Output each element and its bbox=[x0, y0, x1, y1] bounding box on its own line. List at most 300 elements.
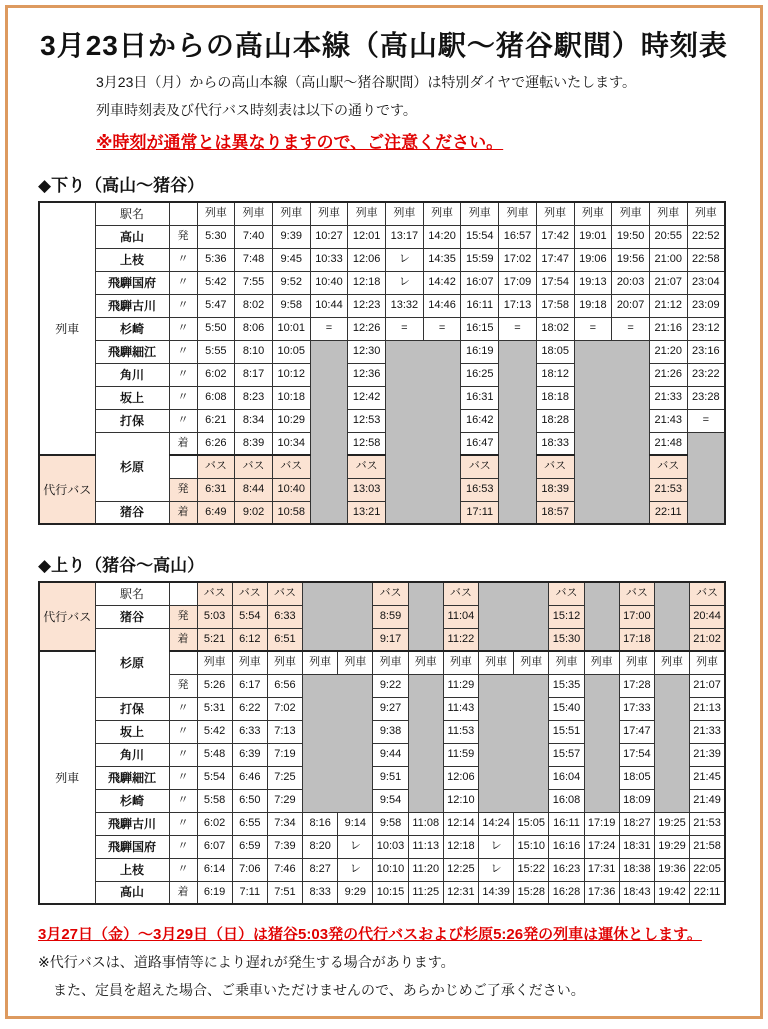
time-cell: 17:33 bbox=[619, 697, 654, 720]
time-cell: 5:21 bbox=[197, 628, 232, 651]
time-cell: 14:20 bbox=[423, 225, 461, 248]
station-name-cell: 打保 bbox=[95, 409, 169, 432]
column-header-cell: 列車 bbox=[536, 202, 574, 225]
time-cell: 19:06 bbox=[574, 248, 612, 271]
station-name-cell: 杉崎 bbox=[95, 789, 169, 812]
column-header-cell: 列車 bbox=[549, 651, 584, 674]
time-cell: 9:58 bbox=[373, 812, 408, 835]
column-header-cell: バス bbox=[267, 582, 302, 605]
timetable-row bbox=[39, 225, 725, 248]
time-cell: 17:11 bbox=[461, 501, 499, 524]
column-header-cell: 列車 bbox=[272, 202, 310, 225]
time-cell: 8:20 bbox=[303, 835, 338, 858]
time-cell: 14:46 bbox=[423, 294, 461, 317]
time-cell: 8:44 bbox=[235, 478, 273, 501]
station-name-cell: 角川 bbox=[95, 743, 169, 766]
dep-arr-indicator-cell: 〃 bbox=[169, 743, 197, 766]
timetable-row bbox=[39, 743, 725, 766]
time-cell: 13:03 bbox=[348, 478, 386, 501]
no-service-cell bbox=[303, 674, 373, 812]
time-cell: 6:02 bbox=[197, 812, 232, 835]
time-cell: 15:10 bbox=[514, 835, 549, 858]
time-cell: 6:46 bbox=[232, 766, 267, 789]
intro-line-1: 3月23日（月）からの高山本線（高山駅～猪谷駅間）は特別ダイヤで運転いたします。 bbox=[96, 74, 636, 90]
time-cell: 11:53 bbox=[443, 720, 478, 743]
time-cell: 5:30 bbox=[197, 225, 235, 248]
time-cell: 7:06 bbox=[232, 858, 267, 881]
time-cell: 16:23 bbox=[549, 858, 584, 881]
timetable-row bbox=[39, 340, 725, 363]
no-service-cell bbox=[310, 340, 348, 524]
time-cell: 5:54 bbox=[197, 766, 232, 789]
time-cell: 21:33 bbox=[649, 386, 687, 409]
no-service-cell bbox=[574, 340, 649, 524]
column-header-cell: バス bbox=[348, 455, 386, 478]
time-cell: 6:39 bbox=[232, 743, 267, 766]
time-cell: 10:03 bbox=[373, 835, 408, 858]
station-name-cell: 打保 bbox=[95, 697, 169, 720]
time-cell: 6:50 bbox=[232, 789, 267, 812]
time-cell: 10:15 bbox=[373, 881, 408, 904]
timetable-row bbox=[39, 697, 725, 720]
time-cell: 19:56 bbox=[612, 248, 650, 271]
column-header-cell: バス bbox=[443, 582, 478, 605]
station-name-cell: 上枝 bbox=[95, 248, 169, 271]
time-cell: 17:18 bbox=[619, 628, 654, 651]
dep-arr-indicator-cell: 〃 bbox=[169, 697, 197, 720]
station-name-cell: 飛騨国府 bbox=[95, 271, 169, 294]
time-cell: 7:02 bbox=[267, 697, 302, 720]
time-cell: 22:05 bbox=[690, 858, 725, 881]
dep-arr-indicator-cell: 〃 bbox=[169, 386, 197, 409]
column-header-cell: 列車 bbox=[348, 202, 386, 225]
time-cell: 10:10 bbox=[373, 858, 408, 881]
time-cell: 12:18 bbox=[348, 271, 386, 294]
time-cell: 12:06 bbox=[348, 248, 386, 271]
time-cell: 16:16 bbox=[549, 835, 584, 858]
column-header-cell: 列車 bbox=[423, 202, 461, 225]
time-cell: 21:26 bbox=[649, 363, 687, 386]
time-cell: 21:07 bbox=[649, 271, 687, 294]
station-name-cell: 猪谷 bbox=[95, 501, 169, 524]
time-cell: 6:17 bbox=[232, 674, 267, 697]
time-cell: 21:33 bbox=[690, 720, 725, 743]
time-cell: 19:29 bbox=[654, 835, 689, 858]
time-cell: 23:09 bbox=[687, 294, 725, 317]
timetable-row bbox=[39, 605, 725, 628]
time-cell: 6:12 bbox=[232, 628, 267, 651]
dep-arr-indicator-cell: 〃 bbox=[169, 248, 197, 271]
time-cell: = bbox=[574, 317, 612, 340]
time-cell: 15:05 bbox=[514, 812, 549, 835]
time-cell: 18:39 bbox=[536, 478, 574, 501]
no-service-cell bbox=[386, 340, 461, 524]
dep-arr-indicator-cell: 〃 bbox=[169, 340, 197, 363]
timetable-row bbox=[39, 294, 725, 317]
time-cell: 16:08 bbox=[549, 789, 584, 812]
time-cell: レ bbox=[479, 835, 514, 858]
time-cell: 6:59 bbox=[232, 835, 267, 858]
time-cell: 8:27 bbox=[303, 858, 338, 881]
dep-arr-indicator-cell: 発 bbox=[169, 674, 197, 697]
column-header-cell: 列車 bbox=[197, 202, 235, 225]
time-cell: 17:58 bbox=[536, 294, 574, 317]
time-cell: 16:11 bbox=[549, 812, 584, 835]
column-header-cell: バス bbox=[232, 582, 267, 605]
time-cell: 21:07 bbox=[690, 674, 725, 697]
time-cell: 9:44 bbox=[373, 743, 408, 766]
time-cell: 7:51 bbox=[267, 881, 302, 904]
time-cell: 19:25 bbox=[654, 812, 689, 835]
time-cell: 8:39 bbox=[235, 432, 273, 455]
time-cell: 15:59 bbox=[461, 248, 499, 271]
time-cell: 9:52 bbox=[272, 271, 310, 294]
time-cell: 16:47 bbox=[461, 432, 499, 455]
column-header-cell: バス bbox=[690, 582, 725, 605]
intro-block bbox=[96, 72, 740, 153]
time-cell: 21:53 bbox=[690, 812, 725, 835]
time-cell: 17:13 bbox=[499, 294, 537, 317]
intro-line-2: 列車時刻表及び代行バス時刻表は以下の通りです。 bbox=[96, 102, 417, 118]
time-cell: 9:17 bbox=[373, 628, 408, 651]
column-header-cell: 列車 bbox=[499, 202, 537, 225]
time-cell: 9:38 bbox=[373, 720, 408, 743]
time-cell: 18:12 bbox=[536, 363, 574, 386]
page-title: 3月23日からの高山本線（高山駅～猪谷駅間）時刻表 bbox=[40, 30, 728, 61]
time-cell: 5:36 bbox=[197, 248, 235, 271]
dep-arr-indicator-cell: 〃 bbox=[169, 766, 197, 789]
time-cell: 12:26 bbox=[348, 317, 386, 340]
station-name-cell: 角川 bbox=[95, 363, 169, 386]
time-cell: 13:32 bbox=[386, 294, 424, 317]
column-header-cell: 列車 bbox=[461, 202, 499, 225]
no-service-cell bbox=[584, 674, 619, 812]
dep-arr-indicator-cell: 〃 bbox=[169, 317, 197, 340]
column-header-cell: 列車 bbox=[443, 651, 478, 674]
dep-arr-indicator-cell: 発 bbox=[169, 478, 197, 501]
mode-label-cell: 列車 bbox=[39, 651, 95, 904]
mode-label-cell: 代行バス bbox=[39, 455, 95, 524]
column-header-cell: 列車 bbox=[232, 651, 267, 674]
mode-label-cell: 代行バス bbox=[39, 582, 95, 651]
time-cell: 17:09 bbox=[499, 271, 537, 294]
time-cell: 21:53 bbox=[649, 478, 687, 501]
no-service-cell bbox=[584, 582, 619, 651]
time-cell: 10:34 bbox=[272, 432, 310, 455]
column-header-cell: 列車 bbox=[479, 651, 514, 674]
time-cell: 19:13 bbox=[574, 271, 612, 294]
column-header-cell: 列車 bbox=[373, 651, 408, 674]
column-header-cell: 列車 bbox=[690, 651, 725, 674]
column-header-cell: 列車 bbox=[574, 202, 612, 225]
time-cell: 8:34 bbox=[235, 409, 273, 432]
column-header-cell: 列車 bbox=[584, 651, 619, 674]
time-cell: 9:45 bbox=[272, 248, 310, 271]
time-cell: 17:02 bbox=[499, 248, 537, 271]
time-cell: 16:31 bbox=[461, 386, 499, 409]
column-header-cell: バス bbox=[373, 582, 408, 605]
timetable-row bbox=[39, 628, 725, 651]
time-cell: 7:13 bbox=[267, 720, 302, 743]
time-cell: 19:18 bbox=[574, 294, 612, 317]
time-cell: 9:39 bbox=[272, 225, 310, 248]
time-cell: 19:01 bbox=[574, 225, 612, 248]
time-cell: 12:06 bbox=[443, 766, 478, 789]
time-cell: 11:04 bbox=[443, 605, 478, 628]
no-service-cell bbox=[654, 582, 689, 651]
time-cell: 6:19 bbox=[197, 881, 232, 904]
time-cell: 8:02 bbox=[235, 294, 273, 317]
time-cell: 21:13 bbox=[690, 697, 725, 720]
station-name-cell: 杉原 bbox=[95, 432, 169, 501]
time-cell: 6:31 bbox=[197, 478, 235, 501]
time-cell: 12:30 bbox=[348, 340, 386, 363]
time-cell: 17:47 bbox=[536, 248, 574, 271]
time-cell: 6:22 bbox=[232, 697, 267, 720]
time-cell: 6:21 bbox=[197, 409, 235, 432]
station-name-cell: 飛騨細江 bbox=[95, 340, 169, 363]
time-cell: 5:50 bbox=[197, 317, 235, 340]
station-name-cell: 上枝 bbox=[95, 858, 169, 881]
note-line-1: ※代行バスは、道路事情等により遅れが発生する場合があります。 bbox=[38, 954, 455, 970]
time-cell: 18:05 bbox=[536, 340, 574, 363]
time-cell: 23:28 bbox=[687, 386, 725, 409]
dep-arr-indicator-cell bbox=[169, 202, 197, 225]
column-header-cell: 列車 bbox=[338, 651, 373, 674]
timetable-row bbox=[39, 248, 725, 271]
station-name-cell: 高山 bbox=[95, 225, 169, 248]
dep-arr-indicator-cell: 〃 bbox=[169, 858, 197, 881]
time-cell: = bbox=[612, 317, 650, 340]
time-cell: 19:42 bbox=[654, 881, 689, 904]
time-cell: 15:22 bbox=[514, 858, 549, 881]
column-header-cell: 列車 bbox=[649, 202, 687, 225]
time-cell: 14:24 bbox=[479, 812, 514, 835]
time-cell: 6:51 bbox=[267, 628, 302, 651]
time-cell: 6:49 bbox=[197, 501, 235, 524]
time-cell: 20:44 bbox=[690, 605, 725, 628]
time-cell: 7:11 bbox=[232, 881, 267, 904]
time-cell: 12:53 bbox=[348, 409, 386, 432]
time-cell: 11:13 bbox=[408, 835, 443, 858]
time-cell: 11:43 bbox=[443, 697, 478, 720]
dep-arr-indicator-cell: 〃 bbox=[169, 720, 197, 743]
time-cell: 15:28 bbox=[514, 881, 549, 904]
time-cell: 23:12 bbox=[687, 317, 725, 340]
time-cell: 5:54 bbox=[232, 605, 267, 628]
time-cell: 5:42 bbox=[197, 720, 232, 743]
time-cell: 18:33 bbox=[536, 432, 574, 455]
time-cell: 8:23 bbox=[235, 386, 273, 409]
column-header-cell: バス bbox=[549, 582, 584, 605]
time-cell: 18:27 bbox=[619, 812, 654, 835]
time-cell: レ bbox=[386, 271, 424, 294]
station-header-cell: 駅名 bbox=[95, 582, 169, 605]
time-cell: = bbox=[310, 317, 348, 340]
time-cell: 6:26 bbox=[197, 432, 235, 455]
time-cell: 10:40 bbox=[272, 478, 310, 501]
time-cell: = bbox=[386, 317, 424, 340]
column-header-cell: 列車 bbox=[687, 202, 725, 225]
time-cell: 14:39 bbox=[479, 881, 514, 904]
time-cell: レ bbox=[479, 858, 514, 881]
time-cell: 14:42 bbox=[423, 271, 461, 294]
time-cell: 17:47 bbox=[619, 720, 654, 743]
dep-arr-indicator-cell: 着 bbox=[169, 432, 197, 455]
time-cell: 19:36 bbox=[654, 858, 689, 881]
time-cell: 10:58 bbox=[272, 501, 310, 524]
time-cell: 10:29 bbox=[272, 409, 310, 432]
time-cell: 7:39 bbox=[267, 835, 302, 858]
column-header-cell: 列車 bbox=[514, 651, 549, 674]
column-header-cell: バス bbox=[235, 455, 273, 478]
time-cell: 18:18 bbox=[536, 386, 574, 409]
timetable-row bbox=[39, 766, 725, 789]
time-cell: 21:45 bbox=[690, 766, 725, 789]
station-name-cell: 猪谷 bbox=[95, 605, 169, 628]
warning-text: ※時刻が通常とは異なりますので、ご注意ください。 bbox=[96, 133, 504, 152]
time-cell: 11:22 bbox=[443, 628, 478, 651]
time-cell: 16:07 bbox=[461, 271, 499, 294]
time-cell: 17:19 bbox=[584, 812, 619, 835]
note-line-2: また、定員を超えた場合、ご乗車いただけませんので、あらかじめご了承ください。 bbox=[53, 982, 585, 998]
no-service-cell bbox=[499, 340, 537, 524]
station-name-cell: 杉原 bbox=[95, 628, 169, 697]
time-cell: 7:29 bbox=[267, 789, 302, 812]
time-cell: 17:36 bbox=[584, 881, 619, 904]
time-cell: 12:31 bbox=[443, 881, 478, 904]
time-cell: 7:34 bbox=[267, 812, 302, 835]
time-cell: 21:58 bbox=[690, 835, 725, 858]
time-cell: 13:21 bbox=[348, 501, 386, 524]
column-header-cell: バス bbox=[197, 455, 235, 478]
column-header-cell: 列車 bbox=[408, 651, 443, 674]
no-service-cell bbox=[687, 432, 725, 524]
time-cell: 6:08 bbox=[197, 386, 235, 409]
time-cell: 6:56 bbox=[267, 674, 302, 697]
time-cell: 15:40 bbox=[549, 697, 584, 720]
column-header-cell: 列車 bbox=[619, 651, 654, 674]
column-header-cell: バス bbox=[536, 455, 574, 478]
station-name-cell: 杉崎 bbox=[95, 317, 169, 340]
time-cell: レ bbox=[386, 248, 424, 271]
down-timetable bbox=[38, 201, 726, 525]
time-cell: 5:03 bbox=[197, 605, 232, 628]
timetable-row bbox=[39, 582, 725, 605]
timetable-row bbox=[39, 202, 725, 225]
no-service-cell bbox=[303, 582, 373, 651]
time-cell: 7:55 bbox=[235, 271, 273, 294]
down-section-heading: ◆下り（高山～猪谷） bbox=[38, 176, 205, 195]
time-cell: 18:05 bbox=[619, 766, 654, 789]
time-cell: 16:57 bbox=[499, 225, 537, 248]
time-cell: 10:05 bbox=[272, 340, 310, 363]
column-header-cell: 列車 bbox=[612, 202, 650, 225]
no-service-cell bbox=[479, 582, 549, 651]
time-cell: 12:23 bbox=[348, 294, 386, 317]
time-cell: 5:31 bbox=[197, 697, 232, 720]
time-cell: 21:43 bbox=[649, 409, 687, 432]
time-cell: 22:11 bbox=[649, 501, 687, 524]
time-cell: 17:54 bbox=[536, 271, 574, 294]
time-cell: 8:33 bbox=[303, 881, 338, 904]
time-cell: 15:30 bbox=[549, 628, 584, 651]
time-cell: 22:52 bbox=[687, 225, 725, 248]
time-cell: 6:02 bbox=[197, 363, 235, 386]
time-cell: 9:51 bbox=[373, 766, 408, 789]
dep-arr-indicator-cell: 〃 bbox=[169, 789, 197, 812]
time-cell: 7:19 bbox=[267, 743, 302, 766]
column-header-cell: バス bbox=[272, 455, 310, 478]
mode-label-cell: 列車 bbox=[39, 202, 95, 455]
time-cell: 7:46 bbox=[267, 858, 302, 881]
time-cell: 12:42 bbox=[348, 386, 386, 409]
time-cell: 11:59 bbox=[443, 743, 478, 766]
time-cell: 8:17 bbox=[235, 363, 273, 386]
station-name-cell: 高山 bbox=[95, 881, 169, 904]
time-cell: 21:12 bbox=[649, 294, 687, 317]
time-cell: 17:28 bbox=[619, 674, 654, 697]
no-service-cell bbox=[479, 674, 549, 812]
time-cell: 9:58 bbox=[272, 294, 310, 317]
time-cell: 13:17 bbox=[386, 225, 424, 248]
station-name-cell: 飛騨古川 bbox=[95, 812, 169, 835]
time-cell: 23:16 bbox=[687, 340, 725, 363]
up-timetable bbox=[38, 581, 726, 905]
time-cell: 16:42 bbox=[461, 409, 499, 432]
time-cell: 6:33 bbox=[232, 720, 267, 743]
time-cell: 16:19 bbox=[461, 340, 499, 363]
time-cell: 12:58 bbox=[348, 432, 386, 455]
time-cell: 21:49 bbox=[690, 789, 725, 812]
time-cell: 19:50 bbox=[612, 225, 650, 248]
flyer-page bbox=[5, 5, 763, 1019]
time-cell: 20:07 bbox=[612, 294, 650, 317]
dep-arr-indicator-cell: 〃 bbox=[169, 363, 197, 386]
time-cell: 5:58 bbox=[197, 789, 232, 812]
dep-arr-indicator-cell: 〃 bbox=[169, 294, 197, 317]
time-cell: 17:00 bbox=[619, 605, 654, 628]
time-cell: 16:11 bbox=[461, 294, 499, 317]
time-cell: 16:28 bbox=[549, 881, 584, 904]
time-cell: 5:26 bbox=[197, 674, 232, 697]
time-cell: 12:01 bbox=[348, 225, 386, 248]
dep-arr-indicator-cell: 〃 bbox=[169, 271, 197, 294]
station-name-cell: 坂上 bbox=[95, 720, 169, 743]
time-cell: 21:00 bbox=[649, 248, 687, 271]
time-cell: 11:08 bbox=[408, 812, 443, 835]
up-section-heading: ◆上り（猪谷～高山） bbox=[38, 556, 205, 575]
dep-arr-indicator-cell: 〃 bbox=[169, 812, 197, 835]
time-cell: 21:02 bbox=[690, 628, 725, 651]
time-cell: 7:25 bbox=[267, 766, 302, 789]
dep-arr-indicator-cell: 着 bbox=[169, 501, 197, 524]
time-cell: 9:22 bbox=[373, 674, 408, 697]
time-cell: 9:02 bbox=[235, 501, 273, 524]
time-cell: 16:04 bbox=[549, 766, 584, 789]
time-cell: 22:58 bbox=[687, 248, 725, 271]
time-cell: 15:51 bbox=[549, 720, 584, 743]
time-cell: 18:31 bbox=[619, 835, 654, 858]
column-header-cell: 列車 bbox=[654, 651, 689, 674]
column-header-cell: 列車 bbox=[267, 651, 302, 674]
station-name-cell: 飛騨細江 bbox=[95, 766, 169, 789]
timetable-row bbox=[39, 858, 725, 881]
station-name-cell: 飛騨古川 bbox=[95, 294, 169, 317]
time-cell: 15:54 bbox=[461, 225, 499, 248]
station-name-cell: 坂上 bbox=[95, 386, 169, 409]
time-cell: 15:57 bbox=[549, 743, 584, 766]
